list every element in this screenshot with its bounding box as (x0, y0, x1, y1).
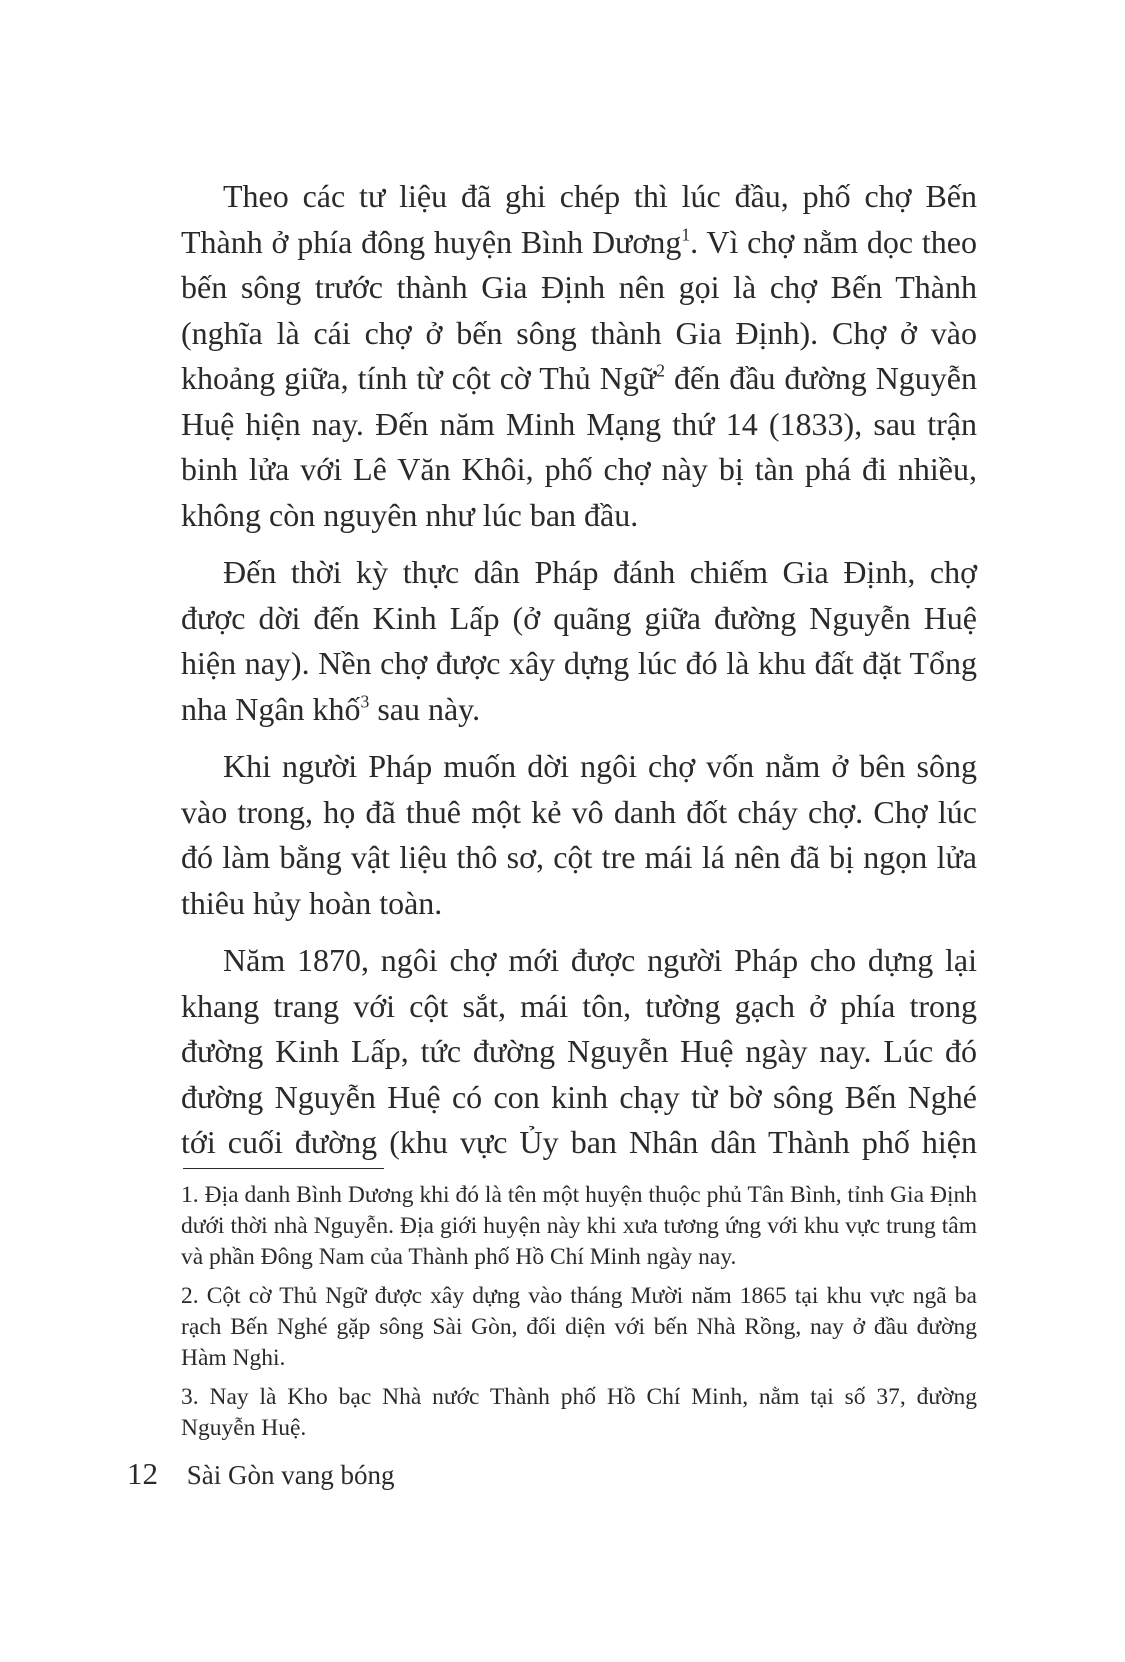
paragraph-text: . Vì chợ nằm dọc theo bến sông trước thành Gia Định nên gọi là chợ Bến Thành (nghĩa là cái chợ ở bến sông thành Gia Định). Chợ ở vào khoảng giữa, tính từ cột cờ Thủ Ngữ (181, 223, 978, 396)
paragraph-text: sau này. (369, 690, 481, 727)
paragraph-text: đến đầu đường Nguyễn Huệ hiện nay. Đến năm Minh Mạng thứ 14 (1833), sau trận binh lửa với Lê Văn Khôi, phố chợ này bị tàn phá đi nhiều, không còn nguyên như lúc ban đầu. (181, 360, 978, 533)
page-number: 12 (127, 1456, 158, 1491)
footnote-3: 3. Nay là Kho bạc Nhà nước Thành phố Hồ Chí Minh, nằm tại số 37, đường Nguyễn Huệ. (181, 1384, 977, 1441)
footnote-2: 2. Cột cờ Thủ Ngữ được xây dựng vào tháng Mười năm 1865 tại khu vực ngã ba rạch Bến Nghé gặp sông Sài Gòn, đối diện với bến Nhà Rồng, nay ở đầu đường Hàm Nghi. (181, 1283, 977, 1371)
paragraph-text: Năm 1870, ngôi chợ mới được người Pháp cho dựng lại khang trang với cột sắt, mái tôn, tường gạch ở phía trong đường Kinh Lấp, tức đường Nguyễn Huệ ngày nay. Lúc đó đường Nguyễn Huệ có con kinh chạy từ bờ sông Bến Nghé tới cuối đường (khu vực Ủy ban Nhân dân Thành phố hiện (181, 942, 977, 1160)
paragraph-2 (181, 550, 977, 732)
footnote-ref-3: 3 (360, 691, 370, 712)
paragraph-text: Khi người Pháp muốn dời ngôi chợ vốn nằm ở bên sông vào trong, họ đã thuê một kẻ vô danh đốt cháy chợ. Chợ lúc đó làm bằng vật liệu thô sơ, cột tre mái lá nên đã bị ngọn lửa thiêu hủy hoàn toàn. (181, 748, 977, 921)
page-footer (127, 1457, 394, 1492)
paragraph-4 (181, 938, 977, 1166)
footnote-ref-1: 1 (681, 224, 691, 245)
footnote-ref-2: 2 (656, 360, 666, 381)
paragraph-text: Theo các tư liệu đã ghi chép thì lúc đầu, phố chợ Bến Thành ở phía đông huyện Bình Dương (181, 178, 977, 260)
footnotes (181, 1180, 977, 1452)
book-title: Sài Gòn vang bóng (186, 1460, 395, 1490)
paragraph-text: Đến thời kỳ thực dân Pháp đánh chiếm Gia Định, chợ được dời đến Kinh Lấp (ở quãng giữa đường Nguyễn Huệ hiện nay). Nền chợ được xây dựng lúc đó là khu đất đặt Tổng nha Ngân khố (181, 554, 977, 727)
footnote-divider (183, 1168, 384, 1169)
footnote-1: 1. Địa danh Bình Dương khi đó là tên một huyện thuộc phủ Tân Bình, tỉnh Gia Định dưới thời nhà Nguyễn. Địa giới huyện này khi xưa tương ứng với khu vực trung tâm và phần Đông Nam của Thành phố Hồ Chí Minh ngày nay. (181, 1182, 977, 1270)
paragraph-3 (181, 744, 977, 926)
paragraph-1 (181, 174, 977, 538)
body-text (181, 174, 977, 1178)
